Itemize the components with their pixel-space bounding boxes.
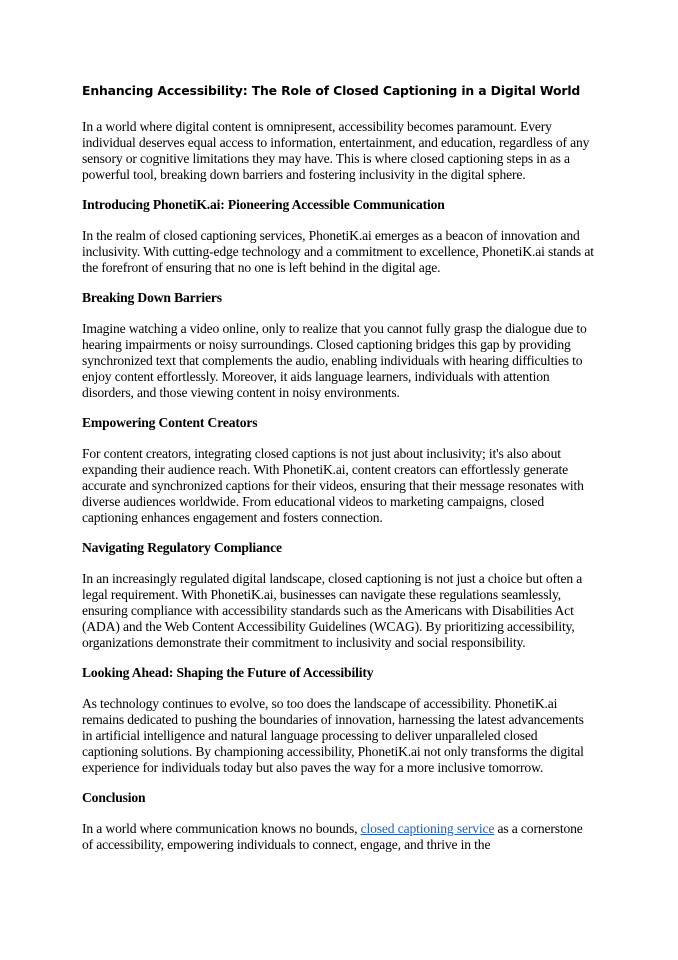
conclusion-heading: Conclusion <box>82 790 146 805</box>
conclusion-paragraph <box>82 821 594 853</box>
section-heading-future: Looking Ahead: Shaping the Future of Accessibility <box>82 665 374 680</box>
section-heading-compliance: Navigating Regulatory Compliance <box>82 540 282 555</box>
document-body <box>82 82 594 867</box>
section-body-introducing: In the realm of closed captioning services, PhonetiK.ai emerges as a beacon of innovation and inclusivity. With cutting-edge technology and a commitment to excellence, PhonetiK.ai stands at the forefront of ensuring that no one is left behind in the digital age. <box>82 228 594 275</box>
section-heading-creators: Empowering Content Creators <box>82 415 258 430</box>
section-body-compliance: In an increasingly regulated digital landscape, closed captioning is not just a choice but often a legal requirement. With PhonetiK.ai, businesses can navigate these regulations seamlessly, ensuring compliance with accessibility standards such as the Americans with Disabilities Act (ADA) and the Web Content Accessibility Guidelines (WCAG). By prioritizing accessibility, organizations demonstrate their commitment to inclusivity and social responsibility. <box>82 571 583 650</box>
document-title: Enhancing Accessibility: The Role of Closed Captioning in a Digital World <box>82 83 581 98</box>
section-body-barriers: Imagine watching a video online, only to realize that you cannot fully grasp the dialogue due to hearing impairments or noisy surroundings. Closed captioning bridges this gap by providing synchronized text that complements the audio, enabling individuals with hearing difficulties to enjoy content effortlessly. Moreover, it aids language learners, individuals with attention disorders, and those viewing content in noisy environments. <box>82 321 587 400</box>
section-heading-barriers: Breaking Down Barriers <box>82 290 222 305</box>
section-body-future: As technology continues to evolve, so too does the landscape of accessibility. PhonetiK.ai remains dedicated to pushing the boundaries of innovation, harnessing the latest advancements in artificial intelligence and natural language processing to deliver unparalleled closed captioning solutions. By championing accessibility, PhonetiK.ai not only transforms the digital experience for individuals today but also paves the way for a more inclusive tomorrow. <box>82 696 584 775</box>
section-body-creators: For content creators, integrating closed captions is not just about inclusivity; it's also about expanding their audience reach. With PhonetiK.ai, content creators can effortlessly generate accurate and synchronized captions for their videos, ensuring that their message resonates with diverse audiences worldwide. From educational videos to marketing campaigns, closed captioning enhances engagement and fosters connection. <box>82 446 584 525</box>
closed-captioning-service-link[interactable]: closed captioning service <box>360 821 495 836</box>
conclusion-text-before: In a world where communication knows no bounds, <box>82 821 361 836</box>
conclusion-text-after: as a cornerstone of accessibility, empowering individuals to connect, engage, and thrive in the <box>82 821 583 852</box>
intro-paragraph: In a world where digital content is omnipresent, accessibility becomes paramount. Every individual deserves equal access to information, entertainment, and education, regardless of any sensory or cognitive limitations they may have. This is where closed captioning steps in as a powerful tool, breaking down barriers and fostering inclusivity in the digital sphere. <box>82 119 590 182</box>
section-heading-introducing: Introducing PhonetiK.ai: Pioneering Accessible Communication <box>82 197 445 212</box>
